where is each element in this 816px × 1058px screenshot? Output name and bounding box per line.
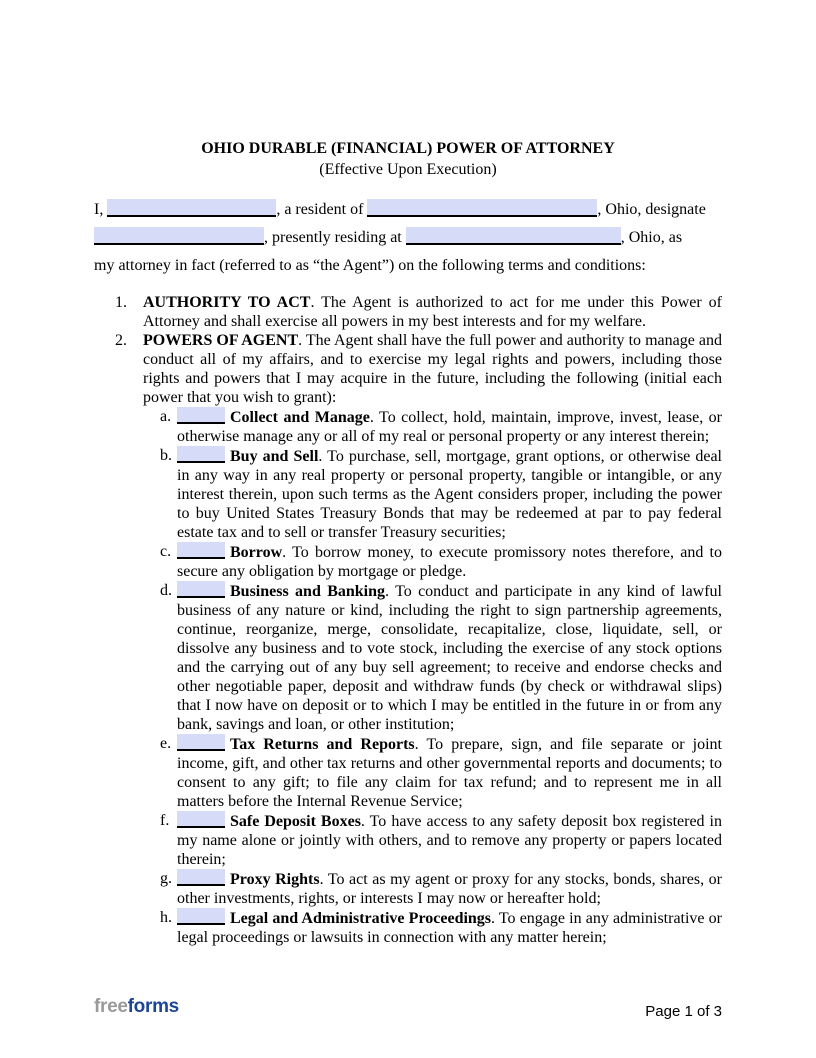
section-heading: POWERS OF AGENT: [143, 332, 299, 349]
document-title: OHIO DURABLE (FINANCIAL) POWER OF ATTORNEY: [201, 140, 615, 157]
power-heading: Buy and Sell: [230, 448, 319, 465]
power-body: [177, 869, 722, 908]
initials-field[interactable]: [177, 542, 225, 559]
power-letter: h.: [160, 909, 172, 926]
intro-text: , Ohio, designate: [597, 201, 706, 218]
section-text: . The Agent shall have the full power and authority to manage and conduct all of my affairs, and to exercise my legal rights and powers, including those rights and powers that I may acquire in the future, including the following (initial each power that you wish to grant):: [143, 332, 722, 406]
logo-forms-text: forms: [127, 996, 179, 1017]
section-number: 1.: [115, 294, 127, 311]
power-letter: e.: [160, 735, 172, 752]
power-item-proxy-rights: [94, 869, 722, 908]
intro-text: my attorney in fact (referred to as “the Agent”) on the following terms and conditions:: [94, 257, 646, 274]
power-text: . To collect, hold, maintain, improve, invest, lease, or otherwise manage any or all of my real or personal property or any interest therein;: [177, 409, 722, 445]
principal-name-field[interactable]: [107, 199, 276, 217]
power-body: [177, 908, 722, 947]
intro-line-3: [94, 252, 722, 280]
section-body: [143, 331, 722, 407]
agent-address-field[interactable]: [406, 227, 621, 245]
power-body: [177, 542, 722, 581]
section-body: [143, 293, 722, 331]
section-text: . The Agent is authorized to act for me under this Power of Attorney and shall exercise all powers in my best interests and for my welfare.: [143, 294, 722, 330]
logo-free-text: free: [94, 996, 128, 1017]
document-subtitle: (Effective Upon Execution): [319, 161, 497, 178]
power-heading: Collect and Manage: [230, 409, 370, 426]
initials-field[interactable]: [177, 908, 225, 925]
power-body: [177, 811, 722, 869]
intro-text: , presently residing at: [264, 229, 402, 246]
intro-paragraph: [94, 196, 722, 280]
section-number: 2.: [115, 332, 127, 349]
initials-field[interactable]: [177, 811, 225, 828]
power-text: . To engage in any administrative or legal proceedings or lawsuits in connection with any matter herein;: [177, 910, 723, 946]
intro-text: , a resident of: [276, 201, 364, 218]
power-body: [177, 581, 722, 734]
power-letter: g.: [160, 870, 172, 887]
agent-name-field[interactable]: [94, 227, 264, 245]
section-item-powers: [94, 331, 722, 407]
power-heading: Business and Banking: [230, 583, 386, 600]
section-item-authority: [94, 293, 722, 331]
power-text: . To act as my agent or proxy for any stocks, bonds, shares, or other investments, rights, or interests I may now or hereafter hold;: [177, 871, 723, 907]
initials-field[interactable]: [177, 581, 225, 598]
intro-text: , Ohio, as: [620, 229, 683, 246]
power-body: [177, 407, 722, 446]
power-text: . To prepare, sign, and file separate or joint income, gift, and other tax returns and other governmental reports and documents; to consent to any gift; to file any claim for tax refund; and to represent me in all matters before the Internal Revenue Service;: [177, 736, 722, 810]
power-text: . To conduct and participate in any kind of lawful business of any nature or kind, including the right to sign partnership agreements, continue, reorganize, merge, consolidate, recapitalize, close, liquidate, sell, or dissolve any business and to vote stock, including the exercise of any stock options and the carrying out of any buy sell agreement; to receive and endorse checks and other negotiable paper, deposit and withdraw funds (by check or withdrawal slips) that I now have on deposit or to which I may be entitled in the future in or from any bank, savings and loan, or other institution;: [177, 583, 723, 733]
intro-line-1: [94, 196, 722, 224]
power-body: [177, 734, 722, 811]
power-body: [177, 446, 722, 542]
power-heading: Tax Returns and Reports: [230, 736, 415, 753]
document-content: [94, 138, 722, 947]
power-letter: c.: [160, 543, 172, 560]
power-item-safe-deposit-boxes: [94, 811, 722, 869]
power-item-borrow: [94, 542, 722, 581]
page-number-label: Page 1 of 3: [645, 1003, 722, 1020]
terms-list: [94, 293, 722, 947]
power-item-collect-and-manage: [94, 407, 722, 446]
power-heading: Legal and Administrative Proceedings: [230, 910, 492, 927]
initials-field[interactable]: [177, 869, 225, 886]
initials-field[interactable]: [177, 734, 225, 751]
intro-line-2: [94, 224, 722, 252]
initials-field[interactable]: [177, 407, 225, 424]
power-item-legal-proceedings: [94, 908, 722, 947]
power-letter: a.: [160, 408, 172, 425]
principal-county-field[interactable]: [367, 199, 597, 217]
section-heading: AUTHORITY TO ACT: [143, 294, 311, 311]
intro-text: I,: [94, 201, 104, 218]
power-item-business-and-banking: [94, 581, 722, 734]
power-text: . To purchase, sell, mortgage, grant options, or otherwise deal in any way in any real property or personal property, tangible or intangible, or any interest therein, upon such terms as the Agent considers proper, including the power to buy United States Treasury Bonds that may be redeemed at par to pay federal estate tax and to sell or transfer Treasury securities;: [177, 448, 722, 541]
power-item-tax-returns: [94, 734, 722, 811]
power-letter: f.: [160, 812, 170, 829]
freeforms-logo: [94, 996, 179, 1018]
initials-field[interactable]: [177, 446, 225, 463]
power-letter: b.: [160, 447, 172, 464]
power-text: . To have access to any safety deposit box registered in my name alone or jointly with others, and to remove any property or papers located therein;: [177, 813, 722, 868]
power-heading: Proxy Rights: [230, 871, 320, 888]
power-heading: Borrow: [230, 544, 283, 561]
power-heading: Safe Deposit Boxes: [230, 813, 361, 830]
power-text: . To borrow money, to execute promissory notes therefore, and to secure any obligation by mortgage or pledge.: [177, 544, 722, 580]
power-letter: d.: [160, 582, 172, 599]
power-item-buy-and-sell: [94, 446, 722, 542]
